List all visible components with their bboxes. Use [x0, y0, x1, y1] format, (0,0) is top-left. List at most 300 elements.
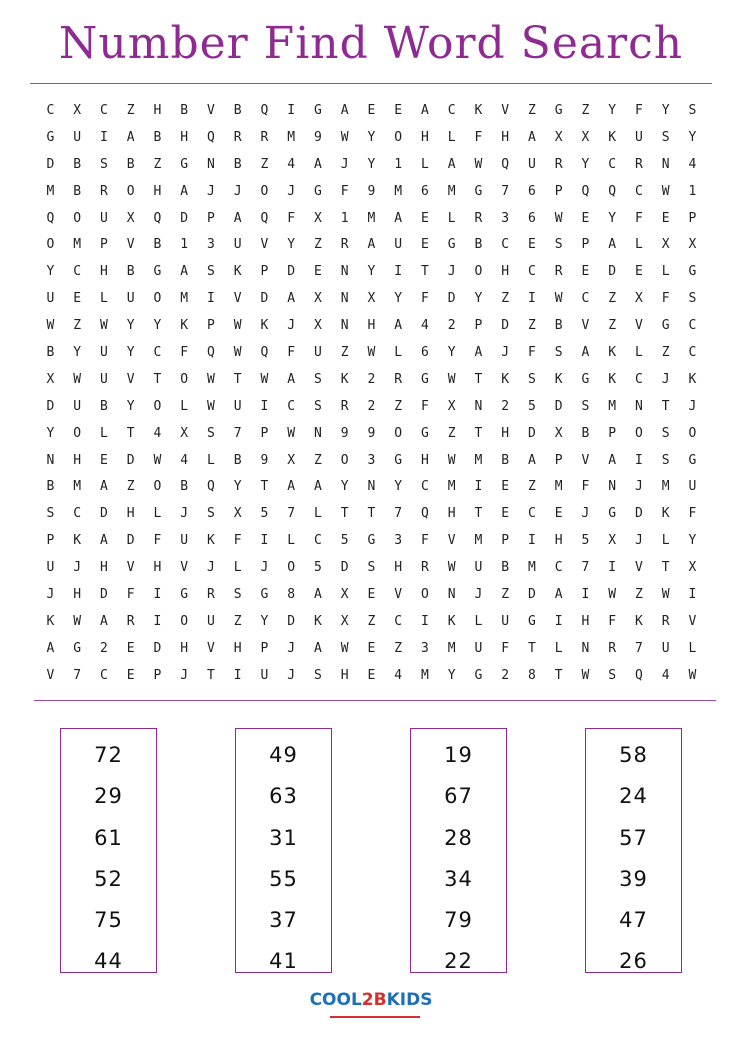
grid-cell: U: [46, 560, 55, 576]
grid-cell: Z: [313, 452, 322, 468]
grid-cell: F: [501, 640, 510, 656]
word-item: 26: [619, 949, 648, 974]
grid-cell: V: [394, 586, 403, 602]
grid-cell: 8: [527, 667, 536, 683]
grid-cell: H: [420, 452, 429, 468]
grid-cell: S: [527, 371, 536, 387]
grid-cell: 5: [581, 533, 590, 549]
grid-cell: H: [153, 102, 162, 118]
grid-cell: Y: [447, 667, 456, 683]
grid-cell: C: [73, 264, 82, 280]
grid-cell: X: [447, 398, 456, 414]
grid-cell: R: [260, 129, 269, 145]
grid-cell: T: [661, 398, 670, 414]
grid-cell: E: [313, 264, 322, 280]
grid-cell: B: [126, 156, 135, 172]
grid-cell: X: [126, 210, 135, 226]
grid-cell: 4: [420, 318, 429, 334]
grid-cell: W: [474, 156, 483, 172]
grid-cell: I: [634, 452, 643, 468]
grid-cell: W: [447, 371, 456, 387]
grid-cell: L: [688, 640, 697, 656]
grid-cell: Y: [661, 102, 670, 118]
grid-cell: 1: [688, 183, 697, 199]
grid-cell: F: [153, 533, 162, 549]
word-item: 34: [444, 866, 473, 891]
grid-cell: P: [501, 533, 510, 549]
grid-cell: H: [73, 586, 82, 602]
grid-cell: G: [313, 183, 322, 199]
grid-cell: I: [287, 102, 296, 118]
grid-cell: O: [46, 237, 55, 253]
grid-cell: O: [180, 371, 189, 387]
grid-cell: Z: [661, 344, 670, 360]
logo-part: 2B: [361, 990, 387, 1010]
grid-cell: H: [99, 560, 108, 576]
grid-cell: T: [474, 425, 483, 441]
grid-cell: P: [206, 210, 215, 226]
grid-cell: A: [180, 183, 189, 199]
grid-cell: Y: [447, 344, 456, 360]
grid-cell: E: [394, 102, 403, 118]
grid-cell: M: [447, 479, 456, 495]
grid-cell: B: [233, 156, 242, 172]
grid-cell: J: [287, 667, 296, 683]
grid-cell: Q: [206, 479, 215, 495]
grid-cell: J: [206, 183, 215, 199]
grid-cell: N: [340, 264, 349, 280]
grid-cell: U: [474, 560, 483, 576]
grid-cell: W: [46, 318, 55, 334]
grid-cell: H: [233, 640, 242, 656]
grid-cell: J: [73, 560, 82, 576]
grid-cell: W: [233, 344, 242, 360]
grid-cell: A: [608, 237, 617, 253]
grid-cell: 6: [527, 210, 536, 226]
grid-cell: H: [73, 452, 82, 468]
grid-cell: J: [46, 586, 55, 602]
grid-cell: M: [73, 237, 82, 253]
grid-cell: A: [340, 102, 349, 118]
grid-cell: T: [126, 425, 135, 441]
grid-cell: 7: [581, 560, 590, 576]
grid-cell: 4: [153, 425, 162, 441]
grid-cell: W: [233, 318, 242, 334]
grid-cell: G: [420, 425, 429, 441]
grid-row: [37, 635, 706, 662]
grid-cell: N: [661, 156, 670, 172]
word-list-1: [60, 728, 157, 973]
grid-cell: U: [688, 479, 697, 495]
grid-cell: W: [581, 667, 590, 683]
grid-cell: 2: [501, 667, 510, 683]
grid-cell: K: [260, 318, 269, 334]
grid-cell: L: [447, 129, 456, 145]
grid-cell: Y: [153, 318, 162, 334]
grid-cell: E: [501, 506, 510, 522]
grid-cell: U: [180, 533, 189, 549]
grid-row: [37, 554, 706, 581]
grid-cell: D: [46, 156, 55, 172]
grid-cell: Z: [367, 613, 376, 629]
grid-cell: Y: [394, 291, 403, 307]
grid-cell: I: [554, 613, 563, 629]
grid-cell: K: [501, 371, 510, 387]
grid-cell: Z: [608, 291, 617, 307]
grid-cell: E: [581, 264, 590, 280]
grid-cell: X: [688, 237, 697, 253]
word-item: 37: [269, 908, 298, 933]
grid-cell: J: [340, 156, 349, 172]
grid-cell: N: [313, 425, 322, 441]
grid-cell: 6: [527, 183, 536, 199]
grid-cell: E: [126, 640, 135, 656]
grid-cell: 9: [260, 452, 269, 468]
grid-cell: G: [527, 613, 536, 629]
grid-cell: H: [394, 560, 403, 576]
grid-cell: G: [581, 371, 590, 387]
grid-cell: U: [46, 291, 55, 307]
letter-grid: [37, 97, 706, 689]
grid-cell: U: [73, 398, 82, 414]
grid-cell: K: [608, 129, 617, 145]
grid-cell: G: [447, 237, 456, 253]
grid-cell: W: [447, 560, 456, 576]
grid-cell: 2: [367, 398, 376, 414]
grid-cell: G: [420, 371, 429, 387]
grid-cell: U: [99, 371, 108, 387]
grid-cell: V: [206, 102, 215, 118]
grid-cell: O: [688, 425, 697, 441]
grid-cell: F: [340, 183, 349, 199]
grid-cell: S: [233, 586, 242, 602]
grid-cell: A: [99, 479, 108, 495]
grid-cell: W: [206, 398, 215, 414]
grid-cell: B: [581, 425, 590, 441]
grid-row: [37, 608, 706, 635]
grid-cell: G: [46, 129, 55, 145]
grid-cell: A: [233, 210, 242, 226]
grid-cell: E: [99, 452, 108, 468]
grid-cell: J: [474, 586, 483, 602]
bottom-divider: [34, 700, 716, 701]
word-item: 41: [269, 949, 298, 974]
grid-cell: L: [99, 291, 108, 307]
grid-cell: A: [287, 371, 296, 387]
grid-cell: W: [206, 371, 215, 387]
grid-cell: H: [153, 560, 162, 576]
grid-cell: U: [527, 156, 536, 172]
grid-cell: M: [367, 210, 376, 226]
grid-cell: O: [474, 264, 483, 280]
grid-cell: L: [206, 452, 215, 468]
grid-cell: A: [608, 452, 617, 468]
grid-cell: S: [206, 425, 215, 441]
grid-cell: 9: [340, 425, 349, 441]
grid-cell: U: [394, 237, 403, 253]
grid-cell: K: [661, 506, 670, 522]
grid-cell: O: [73, 210, 82, 226]
grid-cell: I: [260, 533, 269, 549]
grid-cell: S: [688, 291, 697, 307]
grid-cell: S: [554, 344, 563, 360]
grid-cell: 5: [313, 560, 322, 576]
grid-cell: O: [153, 479, 162, 495]
grid-cell: R: [394, 371, 403, 387]
grid-cell: X: [554, 129, 563, 145]
grid-cell: X: [340, 613, 349, 629]
grid-cell: V: [688, 613, 697, 629]
grid-cell: S: [554, 237, 563, 253]
grid-cell: 2: [501, 398, 510, 414]
grid-cell: T: [527, 640, 536, 656]
grid-cell: S: [313, 667, 322, 683]
grid-cell: C: [634, 183, 643, 199]
grid-cell: P: [99, 237, 108, 253]
grid-cell: F: [581, 479, 590, 495]
grid-cell: W: [367, 344, 376, 360]
grid-cell: K: [634, 613, 643, 629]
grid-cell: S: [313, 371, 322, 387]
grid-cell: T: [206, 667, 215, 683]
grid-cell: C: [287, 398, 296, 414]
grid-cell: B: [46, 479, 55, 495]
grid-cell: S: [367, 560, 376, 576]
grid-cell: L: [634, 344, 643, 360]
grid-cell: 3: [394, 533, 403, 549]
grid-cell: 5: [527, 398, 536, 414]
grid-cell: K: [474, 102, 483, 118]
grid-cell: S: [688, 102, 697, 118]
grid-cell: E: [527, 237, 536, 253]
grid-cell: S: [206, 506, 215, 522]
word-item: 39: [619, 866, 648, 891]
grid-cell: P: [608, 425, 617, 441]
grid-cell: K: [206, 533, 215, 549]
grid-cell: I: [474, 479, 483, 495]
grid-cell: V: [206, 640, 215, 656]
grid-cell: D: [608, 264, 617, 280]
grid-cell: Y: [73, 344, 82, 360]
grid-cell: X: [313, 318, 322, 334]
grid-cell: O: [153, 291, 162, 307]
grid-row: [37, 97, 706, 124]
grid-cell: R: [126, 613, 135, 629]
grid-cell: B: [474, 237, 483, 253]
grid-row: [37, 258, 706, 285]
grid-cell: R: [554, 264, 563, 280]
grid-cell: W: [340, 129, 349, 145]
grid-cell: Y: [474, 291, 483, 307]
grid-cell: V: [634, 560, 643, 576]
grid-cell: V: [46, 667, 55, 683]
grid-cell: X: [661, 237, 670, 253]
grid-cell: D: [287, 613, 296, 629]
grid-cell: N: [581, 640, 590, 656]
grid-cell: Y: [688, 533, 697, 549]
grid-cell: W: [661, 183, 670, 199]
grid-cell: U: [501, 613, 510, 629]
grid-cell: C: [608, 156, 617, 172]
grid-cell: A: [420, 102, 429, 118]
grid-cell: X: [581, 129, 590, 145]
grid-row: [37, 205, 706, 232]
grid-cell: C: [313, 533, 322, 549]
grid-cell: F: [420, 533, 429, 549]
grid-cell: A: [313, 640, 322, 656]
grid-row: [37, 312, 706, 339]
grid-cell: 7: [233, 425, 242, 441]
grid-cell: K: [688, 371, 697, 387]
grid-cell: B: [99, 398, 108, 414]
grid-cell: 9: [367, 183, 376, 199]
grid-cell: A: [99, 533, 108, 549]
grid-cell: T: [233, 371, 242, 387]
grid-cell: M: [474, 533, 483, 549]
grid-cell: Y: [688, 129, 697, 145]
word-item: 19: [444, 743, 473, 767]
grid-cell: L: [661, 264, 670, 280]
grid-cell: V: [180, 560, 189, 576]
grid-cell: F: [180, 344, 189, 360]
grid-cell: A: [554, 586, 563, 602]
grid-cell: G: [180, 156, 189, 172]
grid-cell: P: [260, 640, 269, 656]
grid-cell: Q: [46, 210, 55, 226]
grid-cell: Q: [260, 210, 269, 226]
grid-cell: K: [313, 613, 322, 629]
grid-cell: X: [46, 371, 55, 387]
grid-cell: K: [608, 371, 617, 387]
grid-cell: Q: [260, 344, 269, 360]
grid-cell: R: [608, 640, 617, 656]
grid-cell: Y: [367, 156, 376, 172]
grid-cell: M: [527, 560, 536, 576]
grid-cell: E: [126, 667, 135, 683]
grid-cell: D: [527, 586, 536, 602]
grid-cell: D: [501, 318, 510, 334]
grid-cell: 4: [688, 156, 697, 172]
grid-cell: O: [420, 586, 429, 602]
grid-cell: F: [126, 586, 135, 602]
grid-cell: E: [367, 667, 376, 683]
word-item: 49: [269, 743, 298, 767]
grid-cell: D: [126, 533, 135, 549]
grid-cell: G: [367, 533, 376, 549]
grid-row: [37, 527, 706, 554]
grid-cell: D: [260, 291, 269, 307]
grid-cell: N: [608, 479, 617, 495]
grid-cell: J: [688, 398, 697, 414]
grid-cell: A: [99, 613, 108, 629]
grid-cell: G: [313, 102, 322, 118]
grid-cell: Z: [126, 102, 135, 118]
grid-cell: W: [661, 586, 670, 602]
grid-cell: E: [634, 264, 643, 280]
grid-cell: R: [661, 613, 670, 629]
grid-cell: C: [634, 371, 643, 387]
grid-cell: M: [180, 291, 189, 307]
grid-cell: L: [420, 156, 429, 172]
grid-cell: G: [73, 640, 82, 656]
grid-cell: A: [313, 156, 322, 172]
grid-cell: S: [661, 452, 670, 468]
grid-cell: D: [46, 398, 55, 414]
grid-cell: C: [581, 291, 590, 307]
word-item: 61: [94, 825, 123, 850]
grid-cell: S: [99, 156, 108, 172]
grid-cell: J: [180, 506, 189, 522]
grid-cell: C: [99, 102, 108, 118]
grid-cell: G: [260, 586, 269, 602]
word-item: 58: [619, 743, 648, 767]
top-divider: [30, 83, 712, 84]
grid-cell: X: [73, 102, 82, 118]
grid-cell: R: [206, 586, 215, 602]
grid-cell: Y: [340, 479, 349, 495]
grid-cell: S: [608, 667, 617, 683]
grid-cell: Q: [153, 210, 162, 226]
grid-cell: Y: [126, 318, 135, 334]
grid-cell: H: [581, 613, 590, 629]
brand-logo: [0, 990, 742, 1010]
grid-cell: 6: [420, 344, 429, 360]
word-list-3: [410, 728, 507, 973]
grid-cell: H: [126, 506, 135, 522]
grid-cell: L: [99, 425, 108, 441]
grid-cell: S: [661, 425, 670, 441]
grid-cell: Z: [313, 237, 322, 253]
grid-cell: Y: [581, 156, 590, 172]
word-item: 57: [619, 825, 648, 850]
grid-cell: Y: [608, 210, 617, 226]
grid-cell: X: [367, 291, 376, 307]
grid-cell: 9: [367, 425, 376, 441]
grid-cell: B: [153, 129, 162, 145]
grid-cell: G: [474, 667, 483, 683]
grid-cell: A: [394, 318, 403, 334]
grid-cell: M: [420, 667, 429, 683]
grid-cell: W: [99, 318, 108, 334]
grid-cell: 2: [447, 318, 456, 334]
grid-cell: W: [688, 667, 697, 683]
word-item: 47: [619, 908, 648, 933]
word-item: 75: [94, 908, 123, 933]
grid-cell: S: [46, 506, 55, 522]
word-item: 79: [444, 908, 473, 933]
grid-cell: Z: [581, 102, 590, 118]
grid-cell: W: [447, 452, 456, 468]
grid-cell: N: [634, 398, 643, 414]
word-item: 31: [269, 825, 298, 850]
grid-cell: 7: [287, 506, 296, 522]
grid-cell: K: [608, 344, 617, 360]
grid-cell: 1: [340, 210, 349, 226]
grid-cell: H: [420, 129, 429, 145]
grid-cell: M: [447, 183, 456, 199]
grid-cell: O: [73, 425, 82, 441]
logo-part: KIDS: [386, 990, 433, 1010]
grid-cell: H: [367, 318, 376, 334]
grid-cell: I: [260, 398, 269, 414]
grid-cell: F: [661, 291, 670, 307]
grid-cell: A: [474, 344, 483, 360]
grid-cell: 3: [420, 640, 429, 656]
grid-cell: I: [688, 586, 697, 602]
grid-cell: Q: [420, 506, 429, 522]
grid-cell: S: [661, 129, 670, 145]
word-item: 63: [269, 784, 298, 809]
